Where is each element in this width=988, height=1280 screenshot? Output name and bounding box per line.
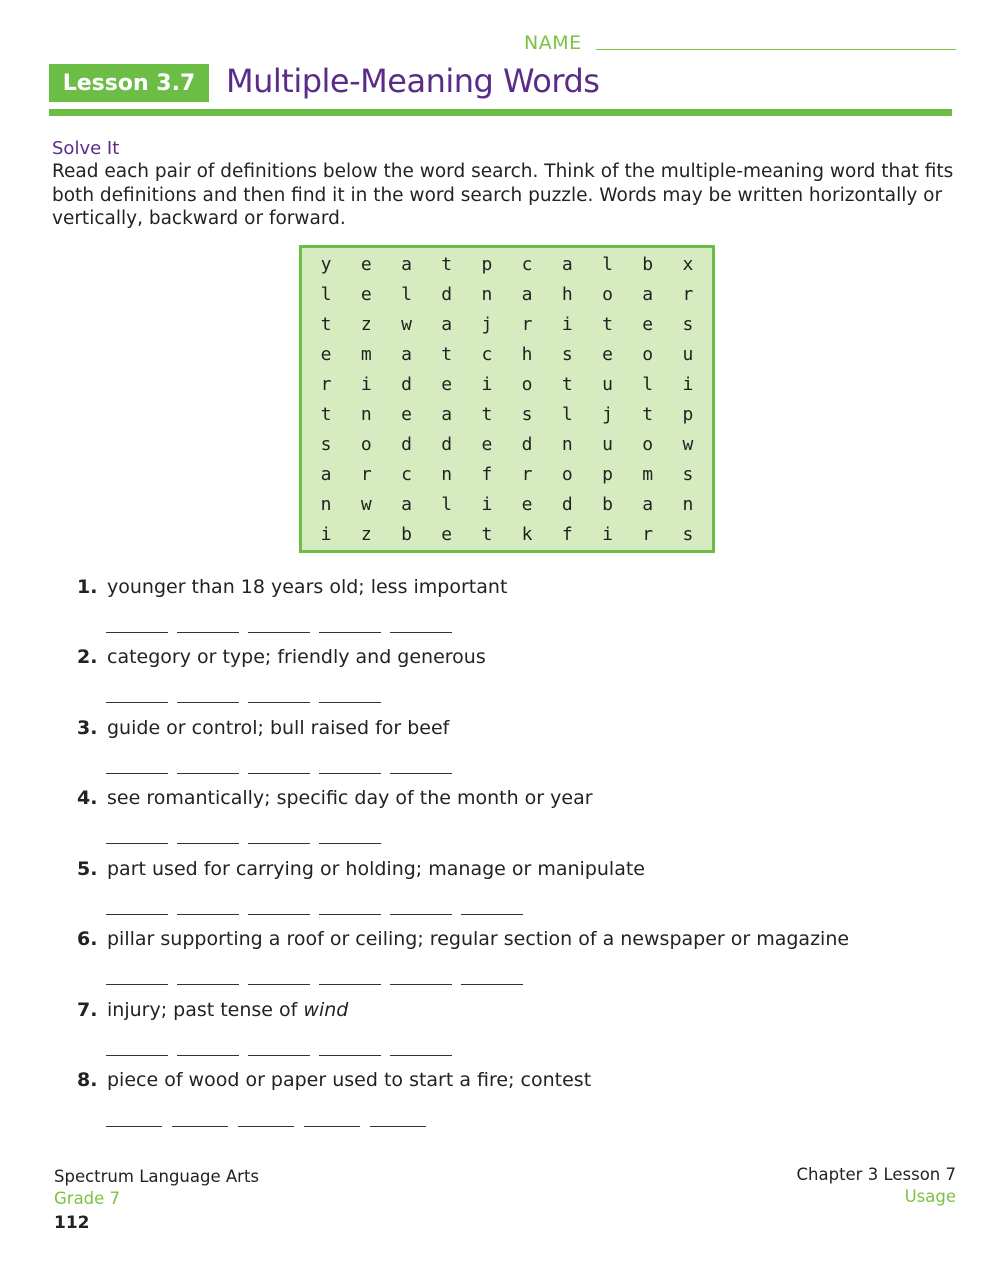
- grid-letter[interactable]: i: [481, 373, 493, 395]
- grid-letter[interactable]: l: [561, 403, 573, 425]
- answer-letter-blank[interactable]: [106, 984, 168, 985]
- answer-letter-blank[interactable]: [319, 984, 381, 985]
- answer-letter-blank[interactable]: [390, 984, 452, 985]
- grid-letter[interactable]: e: [441, 373, 453, 395]
- answer-letter-blank[interactable]: [304, 1126, 360, 1127]
- grid-letter[interactable]: e: [642, 313, 654, 335]
- answer-letter-blank[interactable]: [106, 1055, 168, 1056]
- grid-letter[interactable]: n: [320, 493, 332, 515]
- name-label: NAME: [524, 32, 582, 54]
- answer-letter-blank[interactable]: [248, 773, 310, 774]
- grid-letter[interactable]: l: [320, 283, 332, 305]
- answer-letter-blank[interactable]: [248, 702, 310, 703]
- grid-letter[interactable]: e: [441, 523, 453, 545]
- question-number: 1.: [77, 576, 98, 598]
- grid-letter[interactable]: t: [320, 313, 332, 335]
- grid-letter[interactable]: n: [360, 403, 372, 425]
- grid-letter[interactable]: i: [360, 373, 372, 395]
- grid-letter[interactable]: y: [320, 253, 332, 275]
- grid-letter[interactable]: a: [441, 403, 453, 425]
- grid-letter[interactable]: d: [401, 373, 412, 395]
- answer-letter-blank[interactable]: [106, 632, 168, 633]
- grid-letter[interactable]: n: [682, 493, 694, 515]
- grid-letter[interactable]: p: [481, 253, 493, 275]
- grid-letter[interactable]: p: [602, 463, 613, 485]
- grid-letter[interactable]: i: [602, 523, 613, 545]
- answer-letter-blank[interactable]: [106, 702, 168, 703]
- grid-letter[interactable]: c: [521, 253, 533, 275]
- question-text: part used for carrying or holding; manage or manipulate: [107, 858, 645, 880]
- question-text: [107, 999, 348, 1021]
- grid-letter[interactable]: e: [481, 433, 493, 455]
- question-number: 3.: [77, 717, 98, 739]
- answer-letter-blank[interactable]: [390, 914, 452, 915]
- grid-letter[interactable]: l: [401, 283, 412, 305]
- grid-letter[interactable]: u: [682, 343, 694, 365]
- answer-letter-blank[interactable]: [319, 773, 381, 774]
- grid-letter[interactable]: w: [360, 493, 372, 515]
- page-title: Multiple-Meaning Words: [226, 62, 600, 100]
- question-3: [77, 717, 449, 739]
- question-number: 4.: [77, 787, 98, 809]
- grid-letter[interactable]: i: [320, 523, 332, 545]
- grid-letter[interactable]: e: [360, 253, 372, 275]
- grid-letter[interactable]: e: [360, 283, 372, 305]
- answer-letter-blank[interactable]: [177, 1055, 239, 1056]
- instructions: Read each pair of definitions below the word search. Think of the multiple-meaning word that fits both definitions and then find it in the word search puzzle. Words may be written horizontally or vertically, backward or forward.: [52, 161, 954, 229]
- answer-letter-blank[interactable]: [319, 632, 381, 633]
- grid-letter[interactable]: a: [521, 283, 533, 305]
- question-text-part: injury; past tense of: [107, 999, 304, 1021]
- grid-letter[interactable]: d: [561, 493, 573, 515]
- grid-letter[interactable]: o: [521, 373, 533, 395]
- question-6: [77, 928, 849, 950]
- question-text: piece of wood or paper used to start a fire; contest: [107, 1069, 592, 1091]
- answer-letter-blank[interactable]: [177, 843, 239, 844]
- grid-letter[interactable]: a: [561, 253, 573, 275]
- grid-letter[interactable]: n: [481, 283, 493, 305]
- question-8: [77, 1069, 591, 1091]
- answer-letter-blank[interactable]: [177, 773, 239, 774]
- grid-letter[interactable]: s: [561, 343, 573, 365]
- answer-letter-blank[interactable]: [390, 632, 452, 633]
- grid-letter[interactable]: s: [682, 313, 694, 335]
- grid-letter[interactable]: k: [521, 523, 533, 545]
- grid-letter[interactable]: n: [441, 463, 453, 485]
- answer-letter-blank[interactable]: [248, 843, 310, 844]
- grid-letter[interactable]: e: [602, 343, 613, 365]
- grid-letter[interactable]: e: [401, 403, 412, 425]
- grid-letter[interactable]: t: [481, 523, 493, 545]
- grid-letter[interactable]: z: [360, 523, 372, 545]
- grid-letter[interactable]: i: [682, 373, 694, 395]
- grid-letter[interactable]: a: [401, 253, 412, 275]
- question-4: [77, 787, 593, 809]
- question-text-italic: wind: [303, 999, 349, 1021]
- grid-letter[interactable]: f: [561, 523, 573, 545]
- grid-letter[interactable]: u: [602, 373, 613, 395]
- word-search-grid: [299, 245, 715, 553]
- answer-letter-blank[interactable]: [238, 1126, 294, 1127]
- grid-letter[interactable]: w: [682, 433, 694, 455]
- grid-letter[interactable]: t: [320, 403, 332, 425]
- answer-letter-blank[interactable]: [319, 702, 381, 703]
- question-number: 2.: [77, 646, 98, 668]
- footer-left: [54, 1166, 259, 1210]
- grid-letter[interactable]: t: [561, 373, 573, 395]
- grid-letter[interactable]: e: [320, 343, 332, 365]
- grid-letter[interactable]: f: [481, 463, 493, 485]
- grid-letter[interactable]: s: [682, 463, 694, 485]
- page-number: 112: [54, 1213, 90, 1233]
- grid-letter[interactable]: s: [682, 523, 694, 545]
- grid-letter[interactable]: r: [642, 523, 654, 545]
- answer-letter-blank[interactable]: [461, 914, 523, 915]
- grid-letter[interactable]: r: [360, 463, 372, 485]
- answer-letter-blank[interactable]: [248, 1055, 310, 1056]
- grid-letter[interactable]: d: [521, 433, 533, 455]
- lesson-badge: Lesson 3.7: [49, 64, 209, 102]
- grid-letter[interactable]: d: [401, 433, 412, 455]
- answer-letter-blank[interactable]: [319, 1055, 381, 1056]
- answer-letter-blank[interactable]: [106, 914, 168, 915]
- answer-letter-blank[interactable]: [106, 773, 168, 774]
- grid-letter[interactable]: d: [441, 283, 453, 305]
- answer-letter-blank[interactable]: [177, 632, 239, 633]
- grid-letter[interactable]: i: [561, 313, 573, 335]
- answer-letter-blank[interactable]: [177, 914, 239, 915]
- answer-letter-blank[interactable]: [248, 984, 310, 985]
- answer-letter-blank[interactable]: [248, 632, 310, 633]
- grid-letter[interactable]: m: [360, 343, 372, 365]
- grid-letter[interactable]: r: [521, 463, 533, 485]
- name-line[interactable]: [596, 49, 956, 50]
- answer-letter-blank[interactable]: [319, 843, 381, 844]
- grid-letter[interactable]: c: [401, 463, 412, 485]
- chapter-label: Chapter 3 Lesson 7: [796, 1165, 956, 1184]
- grid-letter[interactable]: o: [602, 283, 613, 305]
- grid-letter[interactable]: j: [481, 313, 493, 335]
- grid-letter[interactable]: t: [642, 403, 654, 425]
- grid-letter[interactable]: r: [320, 373, 332, 395]
- grid-letter[interactable]: h: [561, 283, 573, 305]
- grid-letter[interactable]: n: [561, 433, 573, 455]
- question-number: 6.: [77, 928, 98, 950]
- question-text: category or type; friendly and generous: [107, 646, 486, 668]
- book-title: Spectrum Language Arts: [54, 1167, 260, 1186]
- grid-letter[interactable]: c: [481, 343, 493, 365]
- question-text: see romantically; specific day of the month or year: [107, 787, 593, 809]
- grid-letter[interactable]: r: [682, 283, 694, 305]
- answer-letter-blank[interactable]: [461, 984, 523, 985]
- grid-letter[interactable]: z: [360, 313, 372, 335]
- grid-letter[interactable]: r: [521, 313, 533, 335]
- answer-letter-blank[interactable]: [370, 1126, 426, 1127]
- grid-letter[interactable]: a: [642, 493, 654, 515]
- grid-letter[interactable]: l: [441, 493, 453, 515]
- topic-label: Usage: [904, 1187, 956, 1206]
- grid-letter[interactable]: l: [602, 253, 613, 275]
- question-7: [77, 999, 348, 1021]
- grid-letter[interactable]: p: [682, 403, 694, 425]
- grid-letter[interactable]: b: [642, 253, 654, 275]
- grid-letter[interactable]: d: [441, 433, 453, 455]
- grid-letter[interactable]: m: [642, 463, 654, 485]
- grid-letter[interactable]: t: [602, 313, 613, 335]
- grid-letter[interactable]: a: [401, 493, 412, 515]
- grid-letter[interactable]: j: [602, 403, 613, 425]
- grid-letter[interactable]: o: [642, 343, 654, 365]
- grid-letter[interactable]: o: [642, 433, 654, 455]
- answer-letter-blank[interactable]: [106, 843, 168, 844]
- grid-letter[interactable]: o: [360, 433, 372, 455]
- grid-letter[interactable]: t: [441, 253, 453, 275]
- grid-letter[interactable]: t: [481, 403, 493, 425]
- question-text: guide or control; bull raised for beef: [107, 717, 450, 739]
- answer-letter-blank[interactable]: [248, 914, 310, 915]
- grid-letter[interactable]: s: [320, 433, 332, 455]
- answer-letter-blank[interactable]: [106, 1126, 162, 1127]
- answer-letter-blank[interactable]: [319, 914, 381, 915]
- answer-letter-blank[interactable]: [390, 1055, 452, 1056]
- answer-letter-blank[interactable]: [172, 1126, 228, 1127]
- answer-letter-blank[interactable]: [390, 773, 452, 774]
- question-text: younger than 18 years old; less important: [107, 576, 508, 598]
- section-heading: Solve It: [52, 138, 120, 159]
- grid-letter[interactable]: a: [441, 313, 453, 335]
- grid-letter[interactable]: s: [521, 403, 533, 425]
- answer-letter-blank[interactable]: [177, 984, 239, 985]
- question-1: [77, 576, 507, 598]
- grid-letter[interactable]: o: [561, 463, 573, 485]
- grid-letter[interactable]: u: [602, 433, 613, 455]
- grid-letter[interactable]: b: [602, 493, 613, 515]
- grid-letter[interactable]: l: [642, 373, 654, 395]
- question-text: pillar supporting a roof or ceiling; regular section of a newspaper or magazine: [107, 928, 850, 950]
- question-number: 8.: [77, 1069, 98, 1091]
- answer-letter-blank[interactable]: [177, 702, 239, 703]
- grid-letter[interactable]: w: [401, 313, 412, 335]
- grid-letter[interactable]: i: [481, 493, 493, 515]
- grid-letter[interactable]: x: [682, 253, 694, 275]
- grade-label: Grade 7: [54, 1189, 121, 1208]
- grid-letter[interactable]: b: [401, 523, 412, 545]
- grid-letter[interactable]: a: [401, 343, 412, 365]
- title-underline: [49, 109, 952, 116]
- question-5: [77, 858, 645, 880]
- footer-right: [797, 1164, 957, 1208]
- grid-letter[interactable]: t: [441, 343, 453, 365]
- question-number: 7.: [77, 999, 98, 1021]
- grid-letter[interactable]: e: [521, 493, 533, 515]
- question-number: 5.: [77, 858, 98, 880]
- question-2: [77, 646, 486, 668]
- grid-letter[interactable]: a: [642, 283, 654, 305]
- grid-letter[interactable]: h: [521, 343, 533, 365]
- grid-letter[interactable]: a: [320, 463, 332, 485]
